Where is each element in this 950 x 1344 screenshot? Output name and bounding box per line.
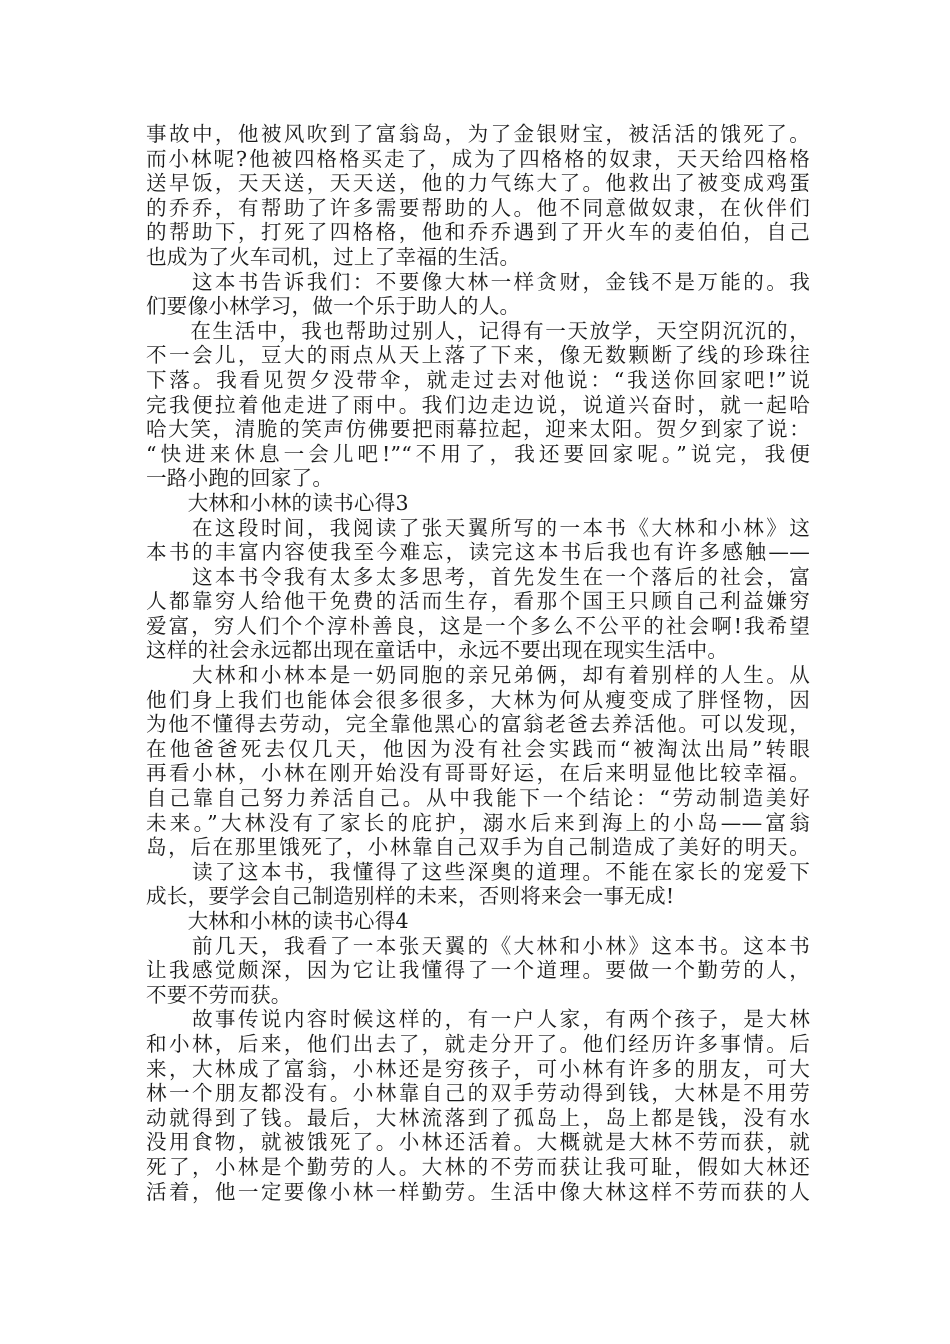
document-page <box>146 122 810 1204</box>
text-line: 他们身上我们也能体会很多很多，大林为何从瘦变成了胖怪物，因 <box>146 687 810 712</box>
text-line: 没用食物，就被饿死了。小林还活着。大概就是大林不劳而获，就 <box>146 1130 810 1155</box>
text-line: 这本书告诉我们：不要像大林一样贪财，金钱不是万能的。我 <box>146 269 810 294</box>
text-line: 岛，后在那里饿死了，小林靠自己双手为自己制造成了美好的明天。 <box>146 835 810 860</box>
text-line: 也成为了火车司机，过上了幸福的生活。 <box>146 244 521 269</box>
text-line: 故事传说内容时候这样的，有一户人家，有两个孩子，是大林 <box>146 1007 810 1032</box>
text-line: 死了，小林是个勤劳的人。大林的不劳而获让我可耻，假如大林还 <box>146 1154 810 1179</box>
text-line: 这本书令我有太多太多思考，首先发生在一个落后的社会，富 <box>146 564 810 589</box>
text-line: 的帮助下，打死了四格格，他和乔乔遇到了开火车的麦伯伯，自己 <box>146 220 810 245</box>
text-line: 来，大林成了富翁，小林还是穷孩子，可小林有许多的朋友，可大 <box>146 1056 810 1081</box>
text-line: 在他爸爸死去仅几天，他因为没有社会实践而“被淘汰出局”转眼 <box>146 736 810 761</box>
text-line: 不要不劳而获。 <box>146 982 292 1007</box>
text-line: 这样的社会永远都出现在童话中，永远不要出现在现实生活中。 <box>146 638 729 663</box>
text-line: 一路小跑的回家了。 <box>146 466 334 491</box>
text-line: 不一会儿，豆大的雨点从天上落了下来，像无数颗断了线的珍珠往 <box>146 343 810 368</box>
text-line: 而小林呢?他被四格格买走了，成为了四格格的奴隶，天天给四格格 <box>146 146 810 171</box>
text-line: 前几天，我看了一本张天翼的《大林和小林》这本书。这本书 <box>146 933 810 958</box>
text-line: 林一个朋友都没有。小林靠自己的双手劳动得到钱，大林是不用劳 <box>146 1081 810 1106</box>
text-line: 爱富，穷人们个个淳朴善良，这是一个多么不公平的社会啊!我希望 <box>146 613 810 638</box>
text-line: 们要像小林学习，做一个乐于助人的人。 <box>146 294 521 319</box>
text-line: “快进来休息一会儿吧!”“不用了，我还要回家呢。”说完，我便 <box>146 441 810 466</box>
text-line: 和小林，后来，他们出去了，就走分开了。他们经历许多事情。后 <box>146 1031 810 1056</box>
text-line: 在生活中，我也帮助过别人，记得有一天放学，天空阴沉沉的， <box>146 318 810 343</box>
text-line: 在这段时间，我阅读了张天翼所写的一本书《大林和小林》这 <box>146 515 810 540</box>
text-line: 为他不懂得去劳动，完全靠他黑心的富翁老爸去养活他。可以发现， <box>146 712 810 737</box>
text-line: 大林和小林的读书心得3 <box>146 490 409 515</box>
text-line: 再看小林，小林在刚开始没有哥哥好运，在后来明显他比较幸福。 <box>146 761 810 786</box>
text-line: 读了这本书，我懂得了这些深奥的道理。不能在家长的宠爱下 <box>146 859 810 884</box>
text-line: 下落。我看见贺夕没带伞，就走过去对他说：“我送你回家吧!”说 <box>146 367 810 392</box>
text-line: 送早饭，天天送，天天送，他的力气练大了。他救出了被变成鸡蛋 <box>146 171 810 196</box>
text-line: 事故中，他被风吹到了富翁岛，为了金银财宝，被活活的饿死了。 <box>146 122 810 146</box>
text-line: 未来。”大林没有了家长的庇护，溺水后来到海上的小岛——富翁 <box>146 810 810 835</box>
text-line: 哈大笑，清脆的笑声仿佛要把雨幕拉起，迎来太阳。贺夕到家了说： <box>146 417 810 442</box>
text-line: 完我便拉着他走进了雨中。我们边走边说，说道兴奋时，就一起哈 <box>146 392 810 417</box>
text-line: 本书的丰富内容使我至今难忘，读完这本书后我也有许多感触—— <box>146 540 810 565</box>
text-line: 的乔乔，有帮助了许多需要帮助的人。他不同意做奴隶，在伙伴们 <box>146 195 810 220</box>
text-line: 让我感觉颇深，因为它让我懂得了一个道理。要做一个勤劳的人， <box>146 958 810 983</box>
text-line: 人都靠穷人给他干免费的活而生存，看那个国王只顾自己利益嫌穷 <box>146 589 810 614</box>
text-line: 成长，要学会自己制造别样的未来，否则将来会一事无成! <box>146 884 675 909</box>
text-line: 自己靠自己努力养活自己。从中我能下一个结论：“劳动制造美好 <box>146 786 810 811</box>
text-line: 大林和小林本是一奶同胞的亲兄弟俩，却有着别样的人生。从 <box>146 663 810 688</box>
text-line: 大林和小林的读书心得4 <box>146 909 409 933</box>
text-line: 活着，他一定要像小林一样勤劳。生活中像大林这样不劳而获的人 <box>146 1179 810 1204</box>
text-line: 动就得到了钱。最后，大林流落到了孤岛上，岛上都是钱，没有水 <box>146 1105 810 1130</box>
